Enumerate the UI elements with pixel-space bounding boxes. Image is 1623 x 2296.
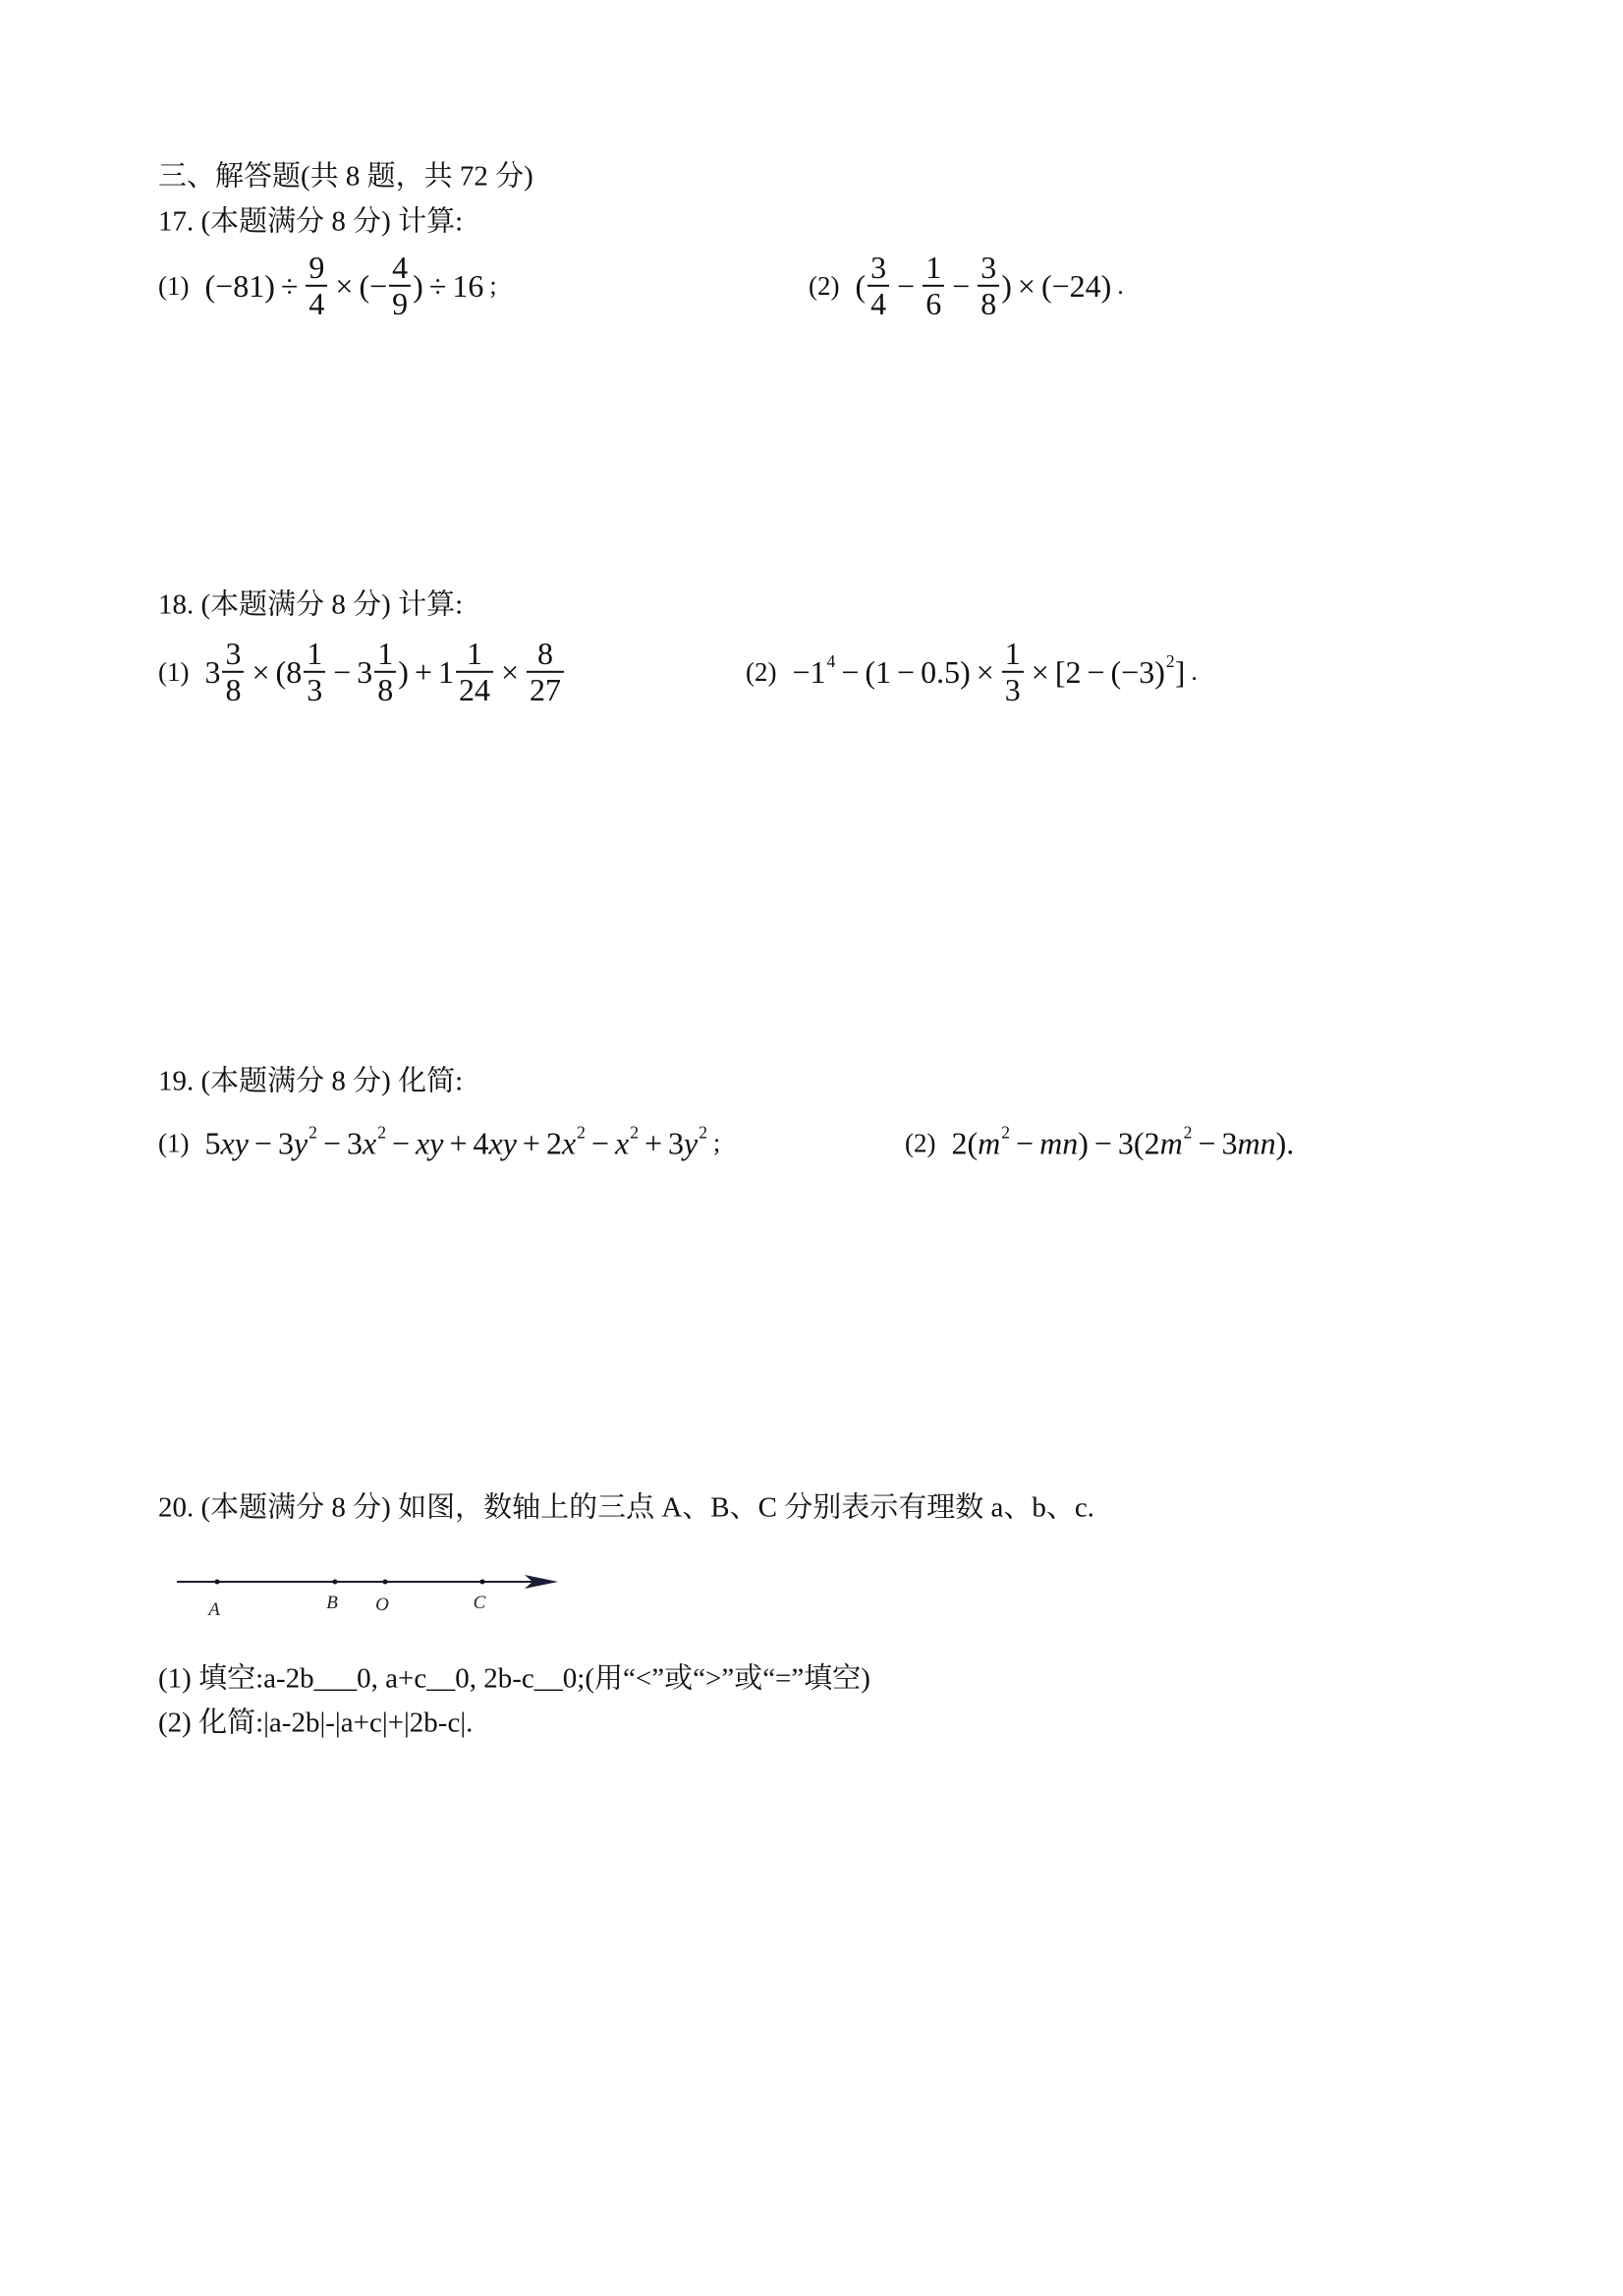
fraction-denominator: 27: [529, 672, 561, 707]
math-operator: −: [1087, 653, 1105, 690]
math-text: 16: [452, 267, 484, 304]
math-operator: −: [952, 267, 971, 304]
math-text: ]: [1174, 653, 1186, 690]
math-operator: −: [897, 267, 916, 304]
math-operator: +: [522, 1125, 540, 1161]
fraction: [222, 637, 244, 707]
fraction: [374, 637, 396, 707]
math-text: 4: [473, 1125, 489, 1161]
fraction-denominator: 3: [1004, 672, 1021, 707]
math-punctuation: .: [1191, 656, 1198, 686]
fraction: [306, 251, 327, 321]
point-a-label: A: [208, 1599, 220, 1620]
math-expression: [855, 251, 1123, 321]
fraction-numerator: 3: [978, 251, 999, 287]
math-text: 3: [204, 653, 221, 690]
math-superscript: 2: [377, 1122, 386, 1143]
math-text: ): [398, 653, 409, 690]
math-operator: −: [391, 1125, 411, 1161]
fraction: [389, 251, 411, 321]
fraction-numerator: 1: [1002, 637, 1024, 673]
math-punctuation: ;: [713, 1128, 721, 1157]
math-variable: mn: [1039, 1125, 1079, 1161]
part-label: (1): [158, 656, 190, 687]
math-variable: x: [614, 1125, 630, 1161]
math-operator: ÷: [280, 267, 299, 304]
section-heading: 三、解答题(共 8 题，共 72 分): [158, 160, 533, 193]
fraction: [456, 637, 493, 707]
fraction-denominator: 8: [980, 286, 997, 321]
math-superscript: 2: [577, 1122, 586, 1143]
math-text: 3: [277, 1125, 294, 1161]
math-operator: ×: [500, 653, 519, 690]
math-text: 3(2: [1117, 1125, 1160, 1161]
question-20-part-1: (1) 填空:a-2b___0, a+c__0, 2b-c__0;(用“<”或“>”或“=”填空): [158, 1662, 870, 1695]
math-text: ): [1001, 267, 1012, 304]
math-variable: y: [293, 1125, 308, 1161]
question-19-heading: 19. (本题满分 8 分) 化简:: [158, 1065, 464, 1097]
fraction: [923, 251, 944, 321]
math-text: ).: [1275, 1125, 1295, 1161]
part-label: (1): [158, 270, 190, 301]
question-19-part-1: [158, 1122, 721, 1161]
math-text: (: [855, 267, 867, 304]
math-operator: ×: [335, 267, 354, 304]
question-17-heading: 17. (本题满分 8 分) 计算:: [158, 205, 464, 238]
point-b-label: B: [326, 1593, 338, 1613]
math-superscript: 2: [1165, 650, 1175, 671]
math-text: 3: [357, 653, 373, 690]
point-c-dot: [480, 1580, 485, 1585]
question-18-heading: 18. (本题满分 8 分) 计算:: [158, 588, 464, 621]
math-operator: −: [333, 653, 352, 690]
math-variable: mn: [1237, 1125, 1276, 1161]
math-operator: ×: [1031, 653, 1049, 690]
math-variable: x: [362, 1125, 377, 1161]
math-operator: ÷: [428, 267, 447, 304]
math-operator: −: [590, 1125, 609, 1161]
math-variable: x: [561, 1125, 577, 1161]
fraction-numerator: 1: [374, 637, 396, 673]
math-operator: +: [414, 653, 432, 690]
fraction: [527, 637, 564, 707]
fraction-numerator: 1: [304, 637, 325, 673]
fraction: [978, 251, 999, 321]
fraction-denominator: 8: [225, 672, 242, 707]
math-expression: [204, 251, 496, 321]
question-20-part-2: (2) 化简:|a-2b|-|a+c|+|2b-c|.: [158, 1707, 474, 1739]
part-label: (2): [746, 656, 777, 687]
math-expression: [951, 1122, 1295, 1161]
math-variable: m: [1159, 1125, 1183, 1161]
math-text: (8: [275, 653, 303, 690]
math-text: (−81): [204, 267, 275, 304]
fraction: [1002, 637, 1024, 707]
math-variable: xy: [488, 1125, 517, 1161]
math-operator: −: [253, 1125, 272, 1161]
math-operator: −: [1093, 1125, 1112, 1161]
math-operator: ×: [1017, 267, 1035, 304]
fraction-denominator: 8: [377, 672, 394, 707]
fraction-denominator: 24: [458, 672, 490, 707]
math-text: 2: [545, 1125, 562, 1161]
math-variable: m: [978, 1125, 1001, 1161]
fraction-denominator: 6: [925, 286, 942, 321]
math-text: 0.5): [921, 653, 971, 690]
fraction: [304, 637, 325, 707]
math-text: (1: [865, 653, 892, 690]
fraction-numerator: 3: [867, 251, 889, 287]
point-o-label: O: [375, 1595, 389, 1615]
math-text: ): [1078, 1125, 1089, 1161]
point-b-dot: [333, 1580, 338, 1585]
part-label: (2): [905, 1128, 936, 1158]
point-a-dot: [215, 1580, 220, 1585]
question-19-part-2: [905, 1122, 1295, 1161]
math-expression: [204, 1122, 721, 1161]
math-text: −1: [792, 653, 826, 690]
question-17-part-2: [809, 251, 1124, 321]
question-17-part-1: [158, 251, 497, 321]
fraction-denominator: 3: [307, 672, 323, 707]
math-operator: ×: [252, 653, 270, 690]
math-punctuation: .: [1117, 270, 1124, 300]
point-c-label: C: [473, 1593, 486, 1613]
math-text: ): [413, 267, 423, 304]
fraction-numerator: 8: [527, 637, 564, 673]
math-text: 3: [346, 1125, 363, 1161]
math-superscript: 2: [1183, 1122, 1193, 1143]
part-label: (1): [158, 1128, 190, 1158]
fraction-numerator: 1: [923, 251, 944, 287]
question-20-heading: 20. (本题满分 8 分) 如图，数轴上的三点 A、B、C 分别表示有理数 a、b、c.: [158, 1491, 1094, 1524]
part-label: (2): [809, 270, 840, 301]
math-operator: −: [322, 1125, 341, 1161]
math-variable: y: [684, 1125, 699, 1161]
math-expression: [204, 637, 566, 707]
math-text: (−3): [1110, 653, 1165, 690]
math-punctuation: ;: [489, 270, 497, 300]
math-operator: +: [644, 1125, 663, 1161]
math-superscript: 2: [699, 1122, 708, 1143]
math-text: (−: [359, 267, 388, 304]
math-operator: −: [897, 653, 916, 690]
math-superscript: 2: [630, 1122, 639, 1143]
point-o-dot: [383, 1580, 388, 1585]
fraction-denominator: 4: [308, 286, 325, 321]
math-operator: ×: [976, 653, 994, 690]
fraction-numerator: 4: [389, 251, 411, 287]
math-text: 5: [204, 1125, 221, 1161]
math-text: [2: [1054, 653, 1082, 690]
math-superscript: 2: [308, 1122, 317, 1143]
math-operator: −: [1016, 1125, 1035, 1161]
math-text: 2(: [951, 1125, 979, 1161]
math-operator: −: [1198, 1125, 1216, 1161]
number-line-figure: [167, 1560, 580, 1623]
fraction-numerator: 9: [306, 251, 327, 287]
math-text: 3: [1221, 1125, 1238, 1161]
fraction-denominator: 4: [870, 286, 887, 321]
math-text: 1: [437, 653, 454, 690]
question-18-part-2: [746, 637, 1198, 707]
fraction-denominator: 9: [392, 286, 409, 321]
math-superscript: 4: [826, 650, 836, 671]
fraction: [867, 251, 889, 321]
math-superscript: 2: [1001, 1122, 1011, 1143]
math-text: (−24): [1040, 267, 1112, 304]
math-expression: [792, 637, 1197, 707]
math-variable: xy: [220, 1125, 249, 1161]
math-text: 3: [668, 1125, 685, 1161]
question-18-part-1: [158, 637, 566, 707]
fraction-numerator: 3: [222, 637, 244, 673]
fraction-numerator: 1: [456, 637, 493, 673]
math-operator: +: [449, 1125, 468, 1161]
math-variable: xy: [416, 1125, 444, 1161]
math-operator: −: [841, 653, 860, 690]
